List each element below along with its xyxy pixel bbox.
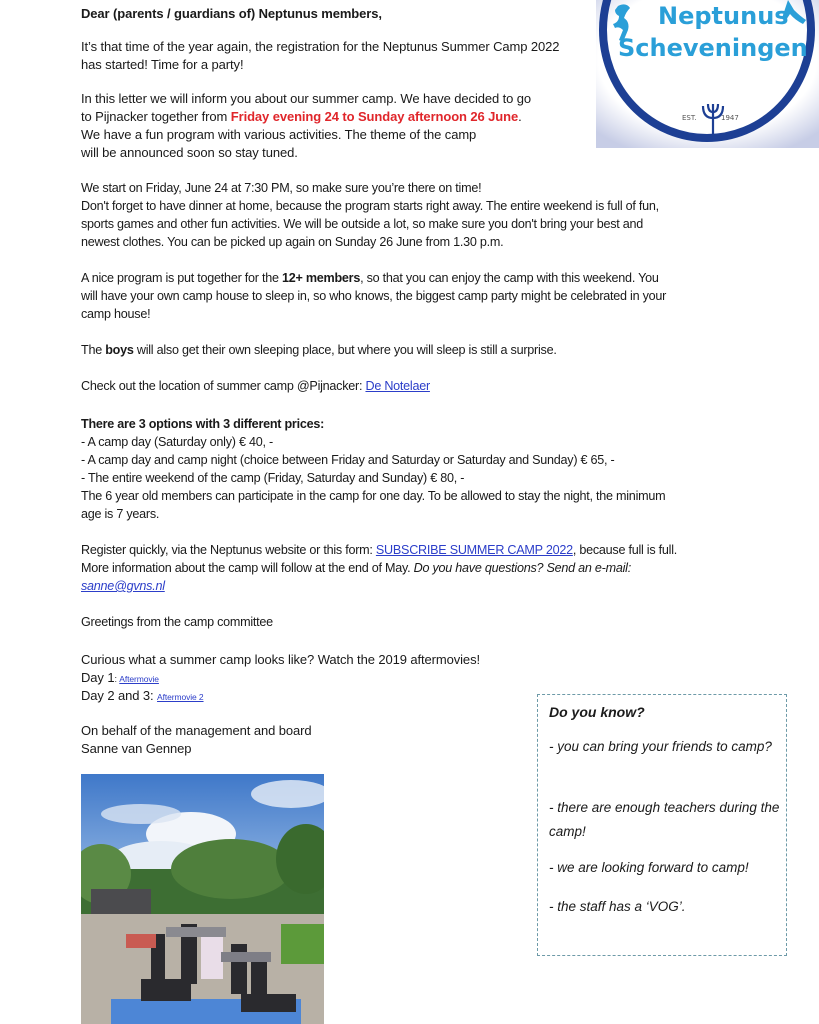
start-line-4: newest clothes. You can be picked up again on Sunday 26 June from 1.30 p.m. [81,235,504,249]
boys-line: The boys will also get their own sleeping place, but where you will sleep is still a surprise. [81,343,557,357]
neptunus-logo [596,0,819,148]
logo-line1: Neptunus [658,2,789,30]
intro-line-2: has started! Time for a party! [81,57,244,72]
inform-line-4: will be announced soon so stay tuned. [81,145,298,160]
program-line-2: will have your own camp house to sleep in, so who knows, the biggest camp party might be celebrated in your [81,289,667,303]
email-link[interactable]: sanne@gvns.nl [81,579,165,593]
infobox-item: - you can bring your friends to camp? [549,739,772,754]
program-line-1: A nice program is put together for the 12+ members, so that you can enjoy the camp with this weekend. You [81,271,659,285]
inform-line-2: to Pijnacker together from Friday evening 24 to Sunday afternoon 26 June. [81,109,522,124]
inform-line-3: We have a fun program with various activities. The theme of the camp [81,127,477,142]
price-option: - A camp day and camp night (choice between Friday and Saturday or Saturday and Sunday) € 65, - [81,453,615,467]
signoff-line-1: On behalf of the management and board [81,723,312,738]
logo-graphic [596,0,819,148]
camp-dates-highlight: Friday evening 24 to Sunday afternoon 26 June [230,109,519,124]
logo-year: 1947 [721,114,739,122]
greetings-line: Greetings from the camp committee [81,615,273,629]
inform-line-1: In this letter we will inform you about our summer camp. We have decided to go [81,91,532,106]
aftermovies-intro: Curious what a summer camp looks like? Watch the 2019 aftermovies! [81,652,480,667]
camp-photo-image [81,774,324,1024]
program-line-3: camp house! [81,307,151,321]
location-line: Check out the location of summer camp @Pijnacker: De Notelaer [81,379,430,393]
age-note-line-1: The 6 year old members can participate in the camp for one day. To be allowed to stay the night, the minimum [81,489,666,503]
signoff-name: Sanne van Gennep [81,741,192,756]
start-line-1: We start on Friday, June 24 at 7:30 PM, so make sure you’re there on time! [81,181,482,195]
infobox-item: - the staff has a ‘VOG’. [549,899,686,914]
logo-line2: Scheveningen [618,34,808,62]
aftermovie-day1: Day 1: Aftermovie [81,670,159,685]
register-line-2: More information about the camp will follow at the end of May. Do you have questions? Send an e-mail: [81,561,631,575]
camp-photo [81,774,324,1024]
letter-greeting: Dear (parents / guardians of) Neptunus members, [81,6,382,21]
subscribe-link[interactable]: SUBSCRIBE SUMMER CAMP 2022 [375,543,573,557]
register-line-1: Register quickly, via the Neptunus website or this form: SUBSCRIBE SUMMER CAMP 2022, because full is full. [81,543,677,557]
aftermovie-day23: Day 2 and 3: Aftermovie 2 [81,688,204,703]
start-line-3: sports games and other fun activities. We will be outside a lot, so make sure you don't bring your best and [81,217,644,231]
infobox-title: Do you know? [549,704,645,720]
prices-heading: There are 3 options with 3 different prices: [81,417,325,431]
logo-est: EST. [682,114,697,122]
intro-line-1: It’s that time of the year again, the registration for the Neptunus Summer Camp 2022 [81,39,560,54]
do-you-know-box [537,694,787,956]
infobox-item: - there are enough teachers during the camp! [549,800,780,839]
infobox-item: - we are looking forward to camp! [549,860,749,875]
start-line-2: Don't forget to have dinner at home, because the program starts right away. The entire weekend is full of fun, [81,199,659,213]
age-note-line-2: age is 7 years. [81,507,160,521]
email-line [81,576,165,596]
aftermovie-1-link[interactable]: Aftermovie [119,674,159,684]
price-option: - A camp day (Saturday only) € 40, - [81,435,273,449]
price-option: - The entire weekend of the camp (Friday, Saturday and Sunday) € 80, - [81,471,465,485]
location-link[interactable]: De Notelaer [365,379,430,393]
aftermovie-2-link[interactable]: Aftermovie 2 [157,692,204,702]
